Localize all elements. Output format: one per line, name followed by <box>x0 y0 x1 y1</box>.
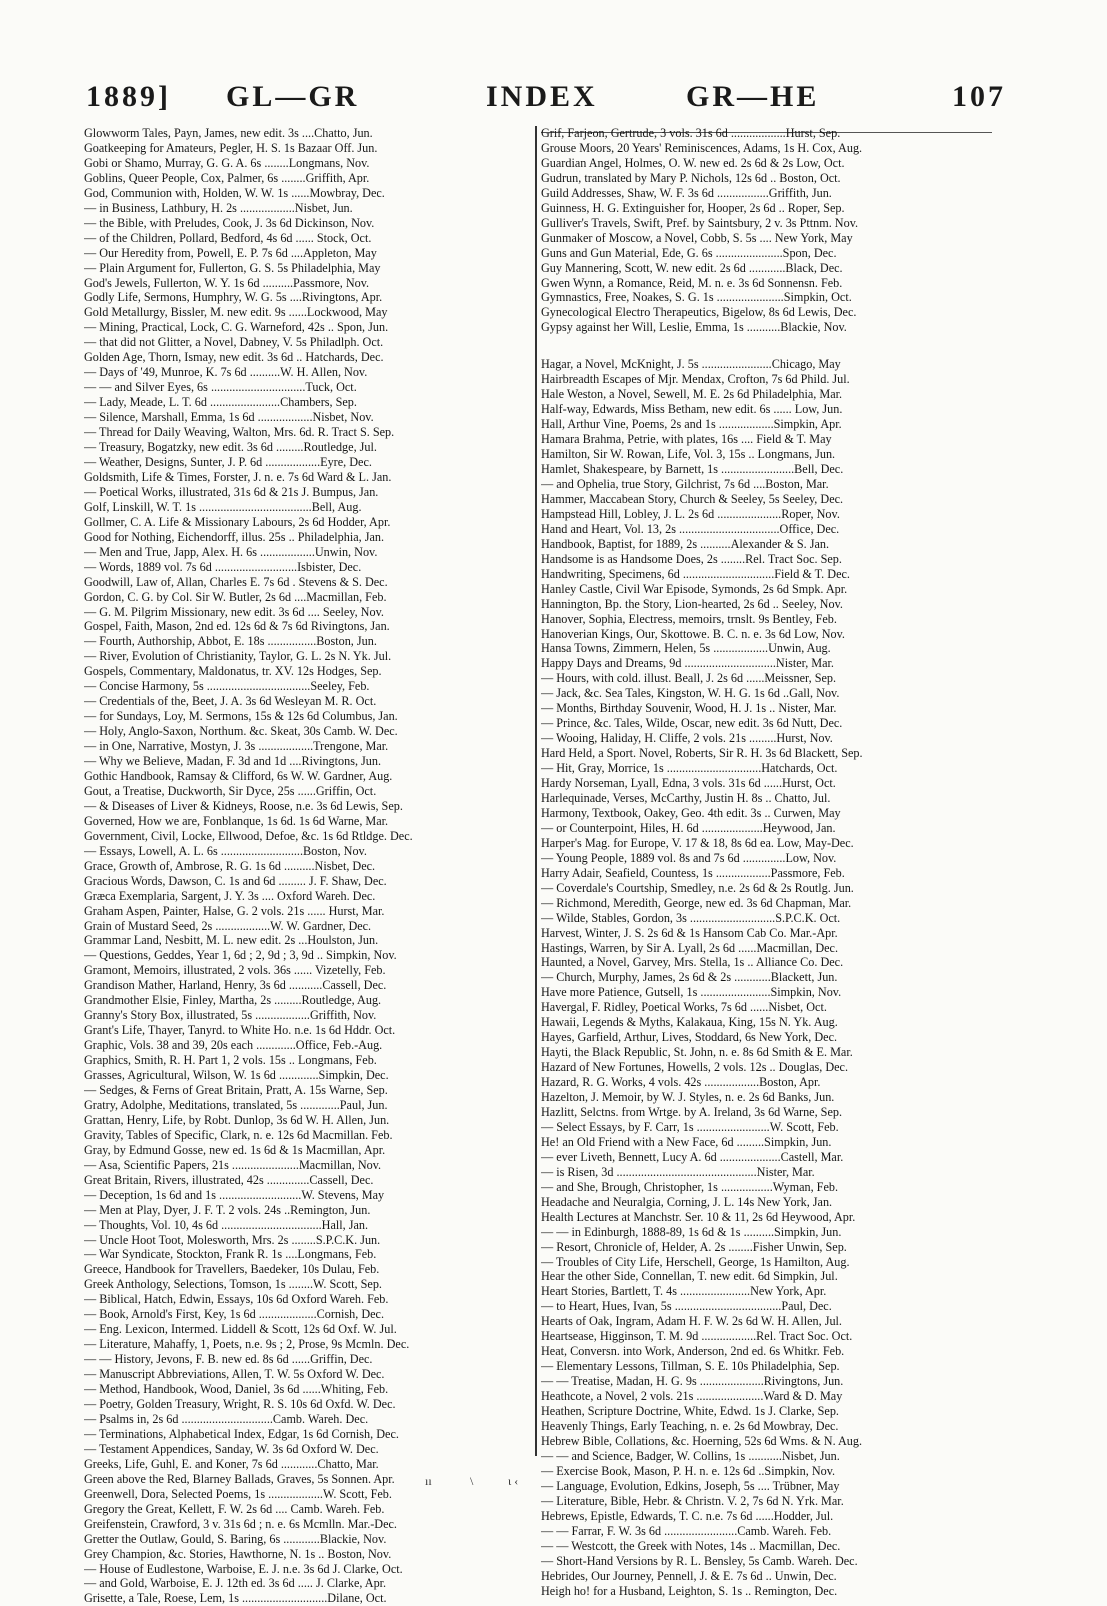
index-entry: Gwen Wynn, a Romance, Reid, M. n. e. 3s 6d Sonnensn. Feb. <box>541 275 843 290</box>
index-entry: — and Ophelia, true Story, Gilchrist, 7s 6d ....Boston, Mar. <box>541 476 829 491</box>
index-entry: — Questions, Geddes, Year 1, 6d ; 2, 9d ; 3, 9d .. Simpkin, Nov. <box>84 948 397 963</box>
index-entry: — River, Evolution of Christianity, Taylor, G. L. 2s N. Yk. Jul. <box>84 649 392 664</box>
index-entry: Guns and Gun Material, Ede, G. 6s ......................Spon, Dec. <box>541 245 837 260</box>
index-entry: Hayti, the Black Republic, St. John, n. e. 8s 6d Smith & E. Mar. <box>541 1045 853 1060</box>
index-entry: — Jack, &c. Sea Tales, Kingston, W. H. G. 1s 6d ..Gall, Nov. <box>541 686 840 701</box>
index-entry: Gudrun, translated by Mary P. Nichols, 12s 6d .. Boston, Oct. <box>541 170 841 185</box>
index-entry: Greek Anthology, Selections, Tomson, 1s ........W. Scott, Sep. <box>84 1277 382 1292</box>
index-entry: Haunted, a Novel, Garvey, Mrs. Stella, 1s .. Alliance Co. Dec. <box>541 955 844 970</box>
index-entry: Hazlitt, Selctns. from Wrtge. by A. Ireland, 3s 6d Warne, Sep. <box>541 1105 843 1119</box>
index-entry: — Credentials of the, Beet, J. A. 3s 6d Wesleyan M. R. Oct. <box>84 694 377 709</box>
index-entry: — Wilde, Stables, Gordon, 3s ............................S.P.C.K. Oct. <box>541 910 841 925</box>
index-entry: — — Westcott, the Greek with Notes, 14s .. Macmillan, Dec. <box>541 1538 841 1553</box>
index-entry: — Sedges, & Ferns of Great Britain, Pratt, A. 15s Warne, Sep. <box>84 1083 388 1097</box>
index-entry: — Church, Murphy, James, 2s 6d & 2s ............Blackett, Jun. <box>541 970 838 985</box>
index-entry: Gospel, Faith, Mason, 2nd ed. 12s 6d & 7s 6d Rivingtons, Jan. <box>84 619 390 634</box>
index-entry: Half-way, Edwards, Miss Betham, new edit. 6s ...... Low, Jun. <box>541 402 843 417</box>
index-entry: Hastings, Warren, by Sir A. Lyall, 2s 6d ......Macmillan, Dec. <box>541 940 839 955</box>
index-entry: — the Bible, with Preludes, Cook, J. 3s 6d Dickinson, Nov. <box>84 215 375 230</box>
index-entry: Hampstead Hill, Lobley, J. L. 2s 6d .....................Roper, Nov. <box>541 506 840 521</box>
page-number: 107 <box>952 80 1006 113</box>
index-entry: Gobi or Shamo, Murray, G. G. A. 6s ........Longmans, Nov. <box>84 155 370 170</box>
index-entry: — Prince, &c. Tales, Wilde, Oscar, new edit. 3s 6d Nutt, Dec. <box>541 716 843 731</box>
index-entry: — Treasury, Bogatzky, new edit. 3s 6d .........Routledge, Jul. <box>84 440 377 455</box>
index-entry: Hazard, R. G. Works, 4 vols. 42s ..................Boston, Apr. <box>541 1075 821 1090</box>
index-entry: — Psalms in, 2s 6d ..............................Camb. Wareh. Dec. <box>84 1411 369 1426</box>
index-entry: — Literature, Mahaffy, 1, Poets, n.e. 9s ; 2, Prose, 9s Mcmln. Dec. <box>84 1337 410 1352</box>
index-entry: Governed, How we are, Fonblanque, 1s 6d. 1s 6d Warne, Mar. <box>84 813 389 828</box>
column-divider <box>535 126 537 1456</box>
index-entry: — — in Edinburgh, 1888-89, 1s 6d & 1s ..........Simpkin, Jun. <box>541 1224 842 1239</box>
index-entry: Hannington, Bp. the Story, Lion-hearted, 2s 6d .. Seeley, Nov. <box>541 596 843 611</box>
index-entry: Gold Metallurgy, Bissler, M. new edit. 9s ......Lockwood, May <box>84 305 388 320</box>
index-entry: Greenwell, Dora, Selected Poems, 1s ..................W. Scott, Feb. <box>84 1486 392 1501</box>
header-title: INDEX <box>486 80 598 113</box>
index-entry: Gretter the Outlaw, Gould, S. Baring, 6s ............Blackie, Nov. <box>84 1531 387 1546</box>
footer-mark: ıı <box>425 1474 432 1488</box>
index-entry: Heigh ho! for a Husband, Leighton, S. 1s .. Remington, Dec. <box>541 1583 838 1598</box>
index-entry: — Plain Argument for, Fullerton, G. S. 5s Philadelphia, May <box>84 260 381 275</box>
index-entry: — Exercise Book, Mason, P. H. n. e. 12s 6d ..Simpkin, Nov. <box>541 1463 836 1478</box>
index-entry: Grammar Land, Nesbitt, M. L. new edit. 2s ...Houlston, Jun. <box>84 933 379 948</box>
index-entry: Gollmer, C. A. Life & Missionary Labours, 2s 6d Hodder, Apr. <box>84 514 391 529</box>
left-column <box>84 126 531 1606</box>
index-entry: Grouse Moors, 20 Years' Reminiscences, Adams, 1s H. Cox, Aug. <box>541 140 863 155</box>
index-entry: — Testament Appendices, Sanday, W. 3s 6d Oxford W. Dec. <box>84 1441 379 1456</box>
index-entry: Goodwill, Law of, Allan, Charles E. 7s 6d . Stevens & S. Dec. <box>84 574 388 589</box>
index-entry: Goldsmith, Life & Times, Forster, J. n. e. 7s 6d Ward & L. Jan. <box>84 469 392 484</box>
index-entry: Hairbreadth Escapes of Mjr. Mendax, Crofton, 7s 6d Phild. Jul. <box>541 372 850 387</box>
index-entry: — Wooing, Haliday, H. Cliffe, 2 vols. 21s .........Hurst, Nov. <box>541 731 833 746</box>
index-entry: Hamlet, Shakespeare, by Barnett, 1s ........................Bell, Dec. <box>541 462 844 477</box>
index-entry: Good for Nothing, Eichendorff, illus. 25s .. Philadelphia, Jan. <box>84 529 385 544</box>
index-entry: Hammer, Maccabean Story, Church & Seeley, 5s Seeley, Dec. <box>541 491 844 506</box>
index-entry: Gracious Words, Dawson, C. 1s and 6d ......... J. F. Shaw, Dec. <box>84 873 387 888</box>
index-entry: — Words, 1889 vol. 7s 6d ...........................Isbister, Dec. <box>84 559 362 574</box>
index-entry: — Why we Believe, Madan, F. 3d and 1d ....Rivingtons, Jun. <box>84 754 382 769</box>
index-entry: Heathen, Scripture Doctrine, White, Edwd. 1s J. Clarke, Sep. <box>541 1404 839 1419</box>
index-entry: — Uncle Hoot Toot, Molesworth, Mrs. 2s ........S.P.C.K. Jun. <box>84 1232 381 1247</box>
index-entry: Grattan, Henry, Life, by Robt. Dunlop, 3s 6d W. H. Allen, Jun. <box>84 1112 390 1127</box>
index-entry: Heart Stories, Bartlett, T. 4s .......................New York, Apr. <box>541 1284 827 1299</box>
index-entry: — Fourth, Authorship, Abbot, E. 18s ................Boston, Jun. <box>84 634 377 649</box>
index-entry: Grain of Mustard Seed, 2s ..................W. W. Gardner, Dec. <box>84 918 372 933</box>
index-entry: Greeks, Life, Guhl, E. and Koner, 7s 6d ............Chatto, Mar. <box>84 1456 379 1471</box>
header-right-range: GR—HE <box>686 80 820 113</box>
index-entry: Grasses, Agricultural, Wilson, W. 1s 6d .............Simpkin, Dec. <box>84 1068 389 1083</box>
index-entry: Gratry, Adolphe, Meditations, translated, 5s .............Paul, Jun. <box>84 1097 388 1112</box>
index-entry: — Holy, Anglo-Saxon, Northum. &c. Skeat, 30s Camb. W. Dec. <box>84 724 398 739</box>
index-entry: Government, Civil, Locke, Ellwood, Defoe, &c. 1s 6d Rtldge. Dec. <box>84 828 413 843</box>
index-entry: — Days of '49, Munroe, K. 7s 6d ..........W. H. Allen, Nov. <box>84 365 368 380</box>
index-entry: — Method, Handbook, Wood, Daniel, 3s 6d ......Whiting, Feb. <box>84 1382 389 1397</box>
index-entry: Green above the Red, Blarney Ballads, Graves, 5s Sonnen. Apr. <box>84 1471 395 1486</box>
index-entry: Gunmaker of Moscow, a Novel, Cobb, S. 5s .... New York, May <box>541 230 853 245</box>
index-entry: Grant's Life, Thayer, Tanyrd. to White Ho. n.e. 1s 6d Hddr. Oct. <box>84 1023 396 1038</box>
index-entry: — or Counterpoint, Hiles, H. 6d ....................Heywood, Jan. <box>541 820 836 835</box>
index-entry: He! an Old Friend with a New Face, 6d .........Simpkin, Jun. <box>541 1134 832 1149</box>
index-entry: Health Lectures at Manchstr. Ser. 10 & 11, 2s 6d Heywood, Apr. <box>541 1209 856 1224</box>
index-entry: — Asa, Scientific Papers, 21s ......................Macmillan, Nov. <box>84 1157 382 1172</box>
index-entry: Handbook, Baptist, for 1889, 2s ..........Alexander & S. Jan. <box>541 536 830 551</box>
index-entry: Gymnastics, Free, Noakes, S. G. 1s ......................Simpkin, Oct. <box>541 290 852 305</box>
index-entry: — Poetical Works, illustrated, 31s 6d & 21s J. Bumpus, Jan. <box>84 484 379 499</box>
index-entry: Hanoverian Kings, Our, Skottowe. B. C. n. e. 3s 6d Low, Nov. <box>541 626 845 641</box>
index-entry: Grandmother Elsie, Finley, Martha, 2s .........Routledge, Aug. <box>84 993 382 1008</box>
index-entry: Graphic, Vols. 38 and 39, 20s each .............Office, Feb.-Aug. <box>84 1038 383 1053</box>
index-entry: Golden Age, Thorn, Ismay, new edit. 3s 6d .. Hatchards, Dec. <box>84 350 384 365</box>
index-entry: Hard Held, a Sport. Novel, Roberts, Sir R. H. 3s 6d Blackett, Sep. <box>541 746 863 761</box>
index-entry: — Richmond, Meredith, George, new ed. 3s 6d Chapman, Mar. <box>541 895 852 910</box>
index-entry: — Young People, 1889 vol. 8s and 7s 6d ..............Low, Nov. <box>541 850 837 865</box>
index-entry: Hebrews, Epistle, Edwards, T. C. n.e. 7s 6d ......Hodder, Jul. <box>541 1508 834 1523</box>
index-entry: Grif, Farjeon, Gertrude, 3 vols. 31s 6d ..................Hurst, Sep. <box>541 126 841 140</box>
index-entry: — Language, Evolution, Edkins, Joseph, 5s .... Trübner, May <box>541 1478 840 1493</box>
index-entry: — House of Eudlestone, Warboise, E. J. n.e. 3s 6d J. Clarke, Oct. <box>84 1561 403 1576</box>
index-entry: — Concise Harmony, 5s ..................................Seeley, Feb. <box>84 679 370 694</box>
index-entry: Harry Adair, Seafield, Countess, 1s ..................Passmore, Feb. <box>541 865 845 880</box>
index-entry: Heartsease, Higginson, T. M. 9d ..................Rel. Tract Soc. Oct. <box>541 1329 853 1344</box>
index-entry: Godly Life, Sermons, Humphry, W. G. 5s ....Rivingtons, Apr. <box>84 290 383 305</box>
index-entry: — — History, Jevons, F. B. new ed. 8s 6d ......Griffin, Dec. <box>84 1352 373 1367</box>
footer-mark: ι ‹ <box>508 1474 519 1488</box>
index-entry: Hamara Brahma, Petrie, with plates, 16s .... Field & T. May <box>541 432 832 447</box>
index-entry: Gramont, Memoirs, illustrated, 2 vols. 36s ...... Vizetelly, Feb. <box>84 963 386 978</box>
index-entry: Heathcote, a Novel, 2 vols. 21s ......................Ward & D. May <box>541 1389 843 1404</box>
right-column <box>541 126 992 1598</box>
index-entry: — for Sundays, Loy, M. Sermons, 15s & 12s 6d Columbus, Jan. <box>84 709 398 724</box>
index-entry: — Thoughts, Vol. 10, 4s 6d .................................Hall, Jan. <box>84 1217 369 1232</box>
index-entry: — — and Silver Eyes, 6s ...............................Tuck, Oct. <box>84 380 357 395</box>
index-entry: — Our Heredity from, Powell, E. P. 7s 6d ....Appleton, May <box>84 245 377 260</box>
index-entry: Gout, a Treatise, Duckworth, Sir Dyce, 25s ......Griffin, Oct. <box>84 783 377 798</box>
index-entry: Heavenly Things, Early Teaching, n. e. 2s 6d Mowbray, Dec. <box>541 1419 839 1434</box>
index-entry: Harmony, Textbook, Oakey, Geo. 4th edit. 3s .. Curwen, May <box>541 805 841 820</box>
index-entry: Harvest, Winter, J. S. 2s 6d & 1s Hansom Cab Co. Mar.-Apr. <box>541 925 838 940</box>
index-entry: — — Treatise, Madan, H. G. 9s .....................Rivingtons, Jun. <box>541 1374 844 1389</box>
index-entry: Harper's Mag. for Europe, V. 17 & 18, 8s 6d ea. Low, May-Dec. <box>541 835 854 850</box>
index-entry: — — Farrar, F. W. 3s 6d ........................Camb. Wareh. Feb. <box>541 1523 832 1538</box>
index-entry: — — and Science, Badger, W. Collins, 1s ...........Nisbet, Jun. <box>541 1448 840 1463</box>
index-entry: Graphics, Smith, R. H. Part 1, 2 vols. 15s .. Longmans, Feb. <box>84 1053 377 1068</box>
index-entry: Hansa Towns, Zimmern, Helen, 5s ..................Unwin, Aug. <box>541 641 831 656</box>
index-entry: Grandison Mather, Harland, Henry, 3s 6d ...........Cassell, Dec. <box>84 978 387 993</box>
index-entry: — Terminations, Alphabetical Index, Edgar, 1s 6d Cornish, Dec. <box>84 1426 399 1441</box>
index-entry: Guardian Angel, Holmes, O. W. new ed. 2s 6d & 2s Low, Oct. <box>541 155 845 170</box>
index-entry: — Poetry, Golden Treasury, Wright, R. S. 10s 6d Oxfd. W. Dec. <box>84 1397 396 1412</box>
index-entry: Gypsy against her Will, Leslie, Emma, 1s ...........Blackie, Nov. <box>541 320 847 335</box>
footer-mark: \ <box>470 1474 474 1488</box>
index-entry: Hale Weston, a Novel, Sewell, M. E. 2s 6d Philadelphia, Mar. <box>541 387 843 402</box>
index-entry: Gray, by Edmund Gosse, new ed. 1s 6d & 1s Macmillan, Apr. <box>84 1142 386 1157</box>
index-entry: Gordon, C. G. by Col. Sir W. Butler, 2s 6d ....Macmillan, Feb. <box>84 589 387 604</box>
index-entry: Hazard of New Fortunes, Howells, 2 vols. 12s .. Douglas, Dec. <box>541 1060 849 1075</box>
index-entry: Gospels, Commentary, Maldonatus, tr. XV. 12s Hodges, Sep. <box>84 664 382 679</box>
header-year: 1889] <box>86 80 171 113</box>
page-header <box>86 80 1006 118</box>
index-entry: Greifenstein, Crawford, 3 v. 31s 6d ; n. e. 6s Mcmlln. Mar.-Dec. <box>84 1516 397 1531</box>
index-entry: Great Britain, Rivers, illustrated, 42s ..............Cassell, Dec. <box>84 1172 374 1187</box>
index-entry: Hardy Norseman, Lyall, Edna, 3 vols. 31s 6d ......Hurst, Oct. <box>541 776 836 791</box>
index-entry: — Hours, with cold. illust. Beall, J. 2s 6d ......Meissner, Sep. <box>541 671 837 686</box>
index-entry: — War Syndicate, Stockton, Frank R. 1s ....Longmans, Feb. <box>84 1247 377 1262</box>
index-entry: Grace, Growth of, Ambrose, R. G. 1s 6d ..........Nisbet, Dec. <box>84 858 376 873</box>
index-entry: Hayes, Garfield, Arthur, Lives, Stoddard, 6s New York, Dec. <box>541 1030 838 1045</box>
index-entry: — Essays, Lowell, A. L. 6s ...........................Boston, Nov. <box>84 843 367 858</box>
index-entry: Granny's Story Box, illustrated, 5s ..................Griffith, Nov. <box>84 1008 377 1023</box>
index-entry: Graham Aspen, Painter, Halse, G. 2 vols. 21s ...... Hurst, Mar. <box>84 903 385 918</box>
index-entry: Gulliver's Travels, Swift, Pref. by Saintsbury, 2 v. 3s Pttnm. Nov. <box>541 215 859 230</box>
index-entry: Hazelton, J. Memoir, by W. J. Styles, n. e. 2s 6d Banks, Jun. <box>541 1090 835 1105</box>
index-entry: Guy Mannering, Scott, W. new edit. 2s 6d ............Black, Dec. <box>541 260 843 275</box>
index-entry: Hear the other Side, Connellan, T. new edit. 6d Simpkin, Jul. <box>541 1269 838 1284</box>
index-entry: — and She, Brough, Christopher, 1s .................Wyman, Feb. <box>541 1179 839 1194</box>
index-entry: Grisette, a Tale, Roese, Lem, 1s ............................Dilane, Oct. <box>84 1591 387 1606</box>
index-entry: — G. M. Pilgrim Missionary, new edit. 3s 6d .... Seeley, Nov. <box>84 604 384 619</box>
index-entry: — Coverdale's Courtship, Smedley, n.e. 2s 6d & 2s Routlg. Jun. <box>541 880 854 895</box>
index-entry: God, Communion with, Holden, W. W. 1s ......Mowbray, Dec. <box>84 185 385 200</box>
index-entry: Handwriting, Specimens, 6d ..............................Field & T. Dec. <box>541 566 850 581</box>
index-entry: Hagar, a Novel, McKnight, J. 5s .......................Chicago, May <box>541 357 841 372</box>
index-entry: — Select Essays, by F. Carr, 1s ........................W. Scott, Feb. <box>541 1119 839 1134</box>
header-left-range: GL—GR <box>226 80 360 113</box>
index-entry: Handsome is as Handsome Does, 2s ........Rel. Tract Soc. Sep. <box>541 551 842 566</box>
index-entry: Hanley Castle, Civil War Episode, Symonds, 2s 6d Smpk. Apr. <box>541 581 848 596</box>
index-entry: Glowworm Tales, Payn, James, new edit. 3s ....Chatto, Jun. <box>84 126 373 140</box>
index-entry: — Men and True, Japp, Alex. H. 6s ..................Unwin, Nov. <box>84 544 378 559</box>
index-entry: Hebrides, Our Journey, Pennell, J. & E. 7s 6d .. Unwin, Dec. <box>541 1568 837 1583</box>
index-entry: — Men at Play, Dyer, J. F. T. 2 vols. 24s ..Remington, Jun. <box>84 1202 371 1217</box>
index-entry: Goatkeeping for Amateurs, Pegler, H. S. 1s Bazaar Off. Jun. <box>84 140 378 155</box>
index-entry: Harlequinade, Verses, McCarthy, Justin H. 8s .. Chatto, Jul. <box>541 790 831 805</box>
index-entry: Gynecological Electro Therapeutics, Bigelow, 8s 6d Lewis, Dec. <box>541 305 857 320</box>
index-entry: — Weather, Designs, Sunter, J. P. 6d ..................Eyre, Dec. <box>84 454 372 469</box>
index-entry: — Hit, Gray, Morrice, 1s ...............................Hatchards, Oct. <box>541 761 838 776</box>
index-entry: Græca Exemplaria, Sargent, J. Y. 3s .... Oxford Wareh. Dec. <box>84 888 376 903</box>
index-entry: Hebrew Bible, Collations, &c. Hoerning, 52s 6d Wms. & N. Aug. <box>541 1433 863 1448</box>
index-entry: — that did not Glitter, a Novel, Dabney, V. 5s Philadlph. Oct. <box>84 335 384 350</box>
index-entry: — ever Liveth, Bennett, Lucy A. 6d ....................Castell, Mar. <box>541 1149 844 1164</box>
index-entry: Hand and Heart, Vol. 13, 2s .................................Office, Dec. <box>541 521 840 536</box>
index-entry: — Resort, Chronicle of, Helder, A. 2s ........Fisher Unwin, Sep. <box>541 1239 847 1254</box>
index-entry: — Book, Arnold's First, Key, 1s 6d ...................Cornish, Dec. <box>84 1307 384 1322</box>
index-entry: Gravity, Tables of Specific, Clark, n. e. 12s 6d Macmillan. Feb. <box>84 1127 393 1142</box>
index-entry: Havergal, F. Ridley, Poetical Works, 7s 6d ......Nisbet, Oct. <box>541 1000 827 1015</box>
index-entry: Gothic Handbook, Ramsay & Clifford, 6s W. W. Gardner, Aug. <box>84 768 393 783</box>
index-entry: Hanover, Sophia, Electress, memoirs, trnslt. 9s Bentley, Feb. <box>541 611 837 626</box>
index-entry: Grey Champion, &c. Stories, Hawthorne, N. 1s .. Boston, Nov. <box>84 1546 392 1561</box>
index-entry: — in Business, Lathbury, H. 2s ..................Nisbet, Jun. <box>84 200 353 215</box>
index-entry: Guild Addresses, Shaw, W. F. 3s 6d .................Griffith, Jun. <box>541 185 832 200</box>
index-entry: — and Gold, Warboise, E. J. 12th ed. 3s 6d ..... J. Clarke, Apr. <box>84 1576 387 1591</box>
index-entry: Hearts of Oak, Ingram, Adam H. F. W. 2s 6d W. H. Allen, Jul. <box>541 1314 842 1329</box>
index-entry: Goblins, Queer People, Cox, Palmer, 6s ........Griffith, Apr. <box>84 170 370 185</box>
index-entry: — Biblical, Hatch, Edwin, Essays, 10s 6d Oxford Wareh. Feb. <box>84 1292 389 1307</box>
index-entry: — Eng. Lexicon, Intermed. Liddell & Scott, 12s 6d Oxf. W. Jul. <box>84 1322 397 1337</box>
index-entry: — & Diseases of Liver & Kidneys, Roose, n.e. 3s 6d Lewis, Sep. <box>84 798 403 813</box>
index-entry: — Elementary Lessons, Tillman, S. E. 10s Philadelphia, Sep. <box>541 1359 840 1374</box>
index-entry: — Manuscript Abbreviations, Allen, T. W. 5s Oxford W. Dec. <box>84 1367 385 1382</box>
index-entry: Guinness, H. G. Extinguisher for, Hooper, 2s 6d .. Roper, Sep. <box>541 200 845 215</box>
index-entry: — Literature, Bible, Hebr. & Christn. V. 2, 7s 6d N. Yrk. Mar. <box>541 1493 844 1508</box>
index-entry: — Thread for Daily Weaving, Walton, Mrs. 6d. R. Tract S. Sep. <box>84 425 395 440</box>
index-entry: Hall, Arthur Vine, Poems, 2s and 1s ..................Simpkin, Apr. <box>541 417 842 432</box>
index-entry: Greece, Handbook for Travellers, Baedeker, 10s Dulau, Feb. <box>84 1262 380 1277</box>
index-entry: — Months, Birthday Souvenir, Wood, H. J. 1s .. Nister, Mar. <box>541 701 837 716</box>
index-entry: — to Heart, Hues, Ivan, 5s ...................................Paul, Dec. <box>541 1299 832 1314</box>
index-entry: — Mining, Practical, Lock, C. G. Warneford, 42s .. Spon, Jun. <box>84 320 389 335</box>
index-entry: God's Jewels, Fullerton, W. Y. 1s 6d ..........Passmore, Nov. <box>84 275 370 290</box>
index-entry: — Lady, Meade, L. T. 6d .......................Chambers, Sep. <box>84 395 357 410</box>
index-entry: Hamilton, Sir W. Rowan, Life, Vol. 3, 15s .. Longmans, Jun. <box>541 447 836 462</box>
index-entry: — is Risen, 3d ..............................................Nister, Mar. <box>541 1164 815 1179</box>
index-entry: — Troubles of City Life, Herschell, George, 1s Hamilton, Aug. <box>541 1254 850 1269</box>
index-entry: — in One, Narrative, Mostyn, J. 3s ..................Trengone, Mar. <box>84 739 389 754</box>
index-entry: Hawaii, Legends & Myths, Kalakaua, King, 15s N. Yk. Aug. <box>541 1015 838 1030</box>
index-entry: Golf, Linskill, W. T. 1s .....................................Bell, Aug. <box>84 499 362 514</box>
index-entry: — Silence, Marshall, Emma, 1s 6d ..................Nisbet, Nov. <box>84 410 374 425</box>
index-entry: — Short-Hand Versions by R. L. Bensley, 5s Camb. Wareh. Dec. <box>541 1553 858 1568</box>
index-entry: Gregory the Great, Kellett, F. W. 2s 6d .... Camb. Wareh. Feb. <box>84 1501 385 1516</box>
index-entry: Have more Patience, Gutsell, 1s .......................Simpkin, Nov. <box>541 985 842 1000</box>
index-entry: — of the Children, Pollard, Bedford, 4s 6d ...... Stock, Oct. <box>84 230 372 245</box>
section-gap <box>541 335 992 357</box>
index-entry: Heat, Conversn. into Work, Anderson, 2nd ed. 6s Whitkr. Feb. <box>541 1344 845 1359</box>
index-entry: — Deception, 1s 6d and 1s ...........................W. Stevens, May <box>84 1187 385 1202</box>
index-entry: Happy Days and Dreams, 9d ..............................Nister, Mar. <box>541 656 834 671</box>
index-entry: Headache and Neuralgia, Corning, J. L. 14s New York, Jan. <box>541 1194 833 1209</box>
